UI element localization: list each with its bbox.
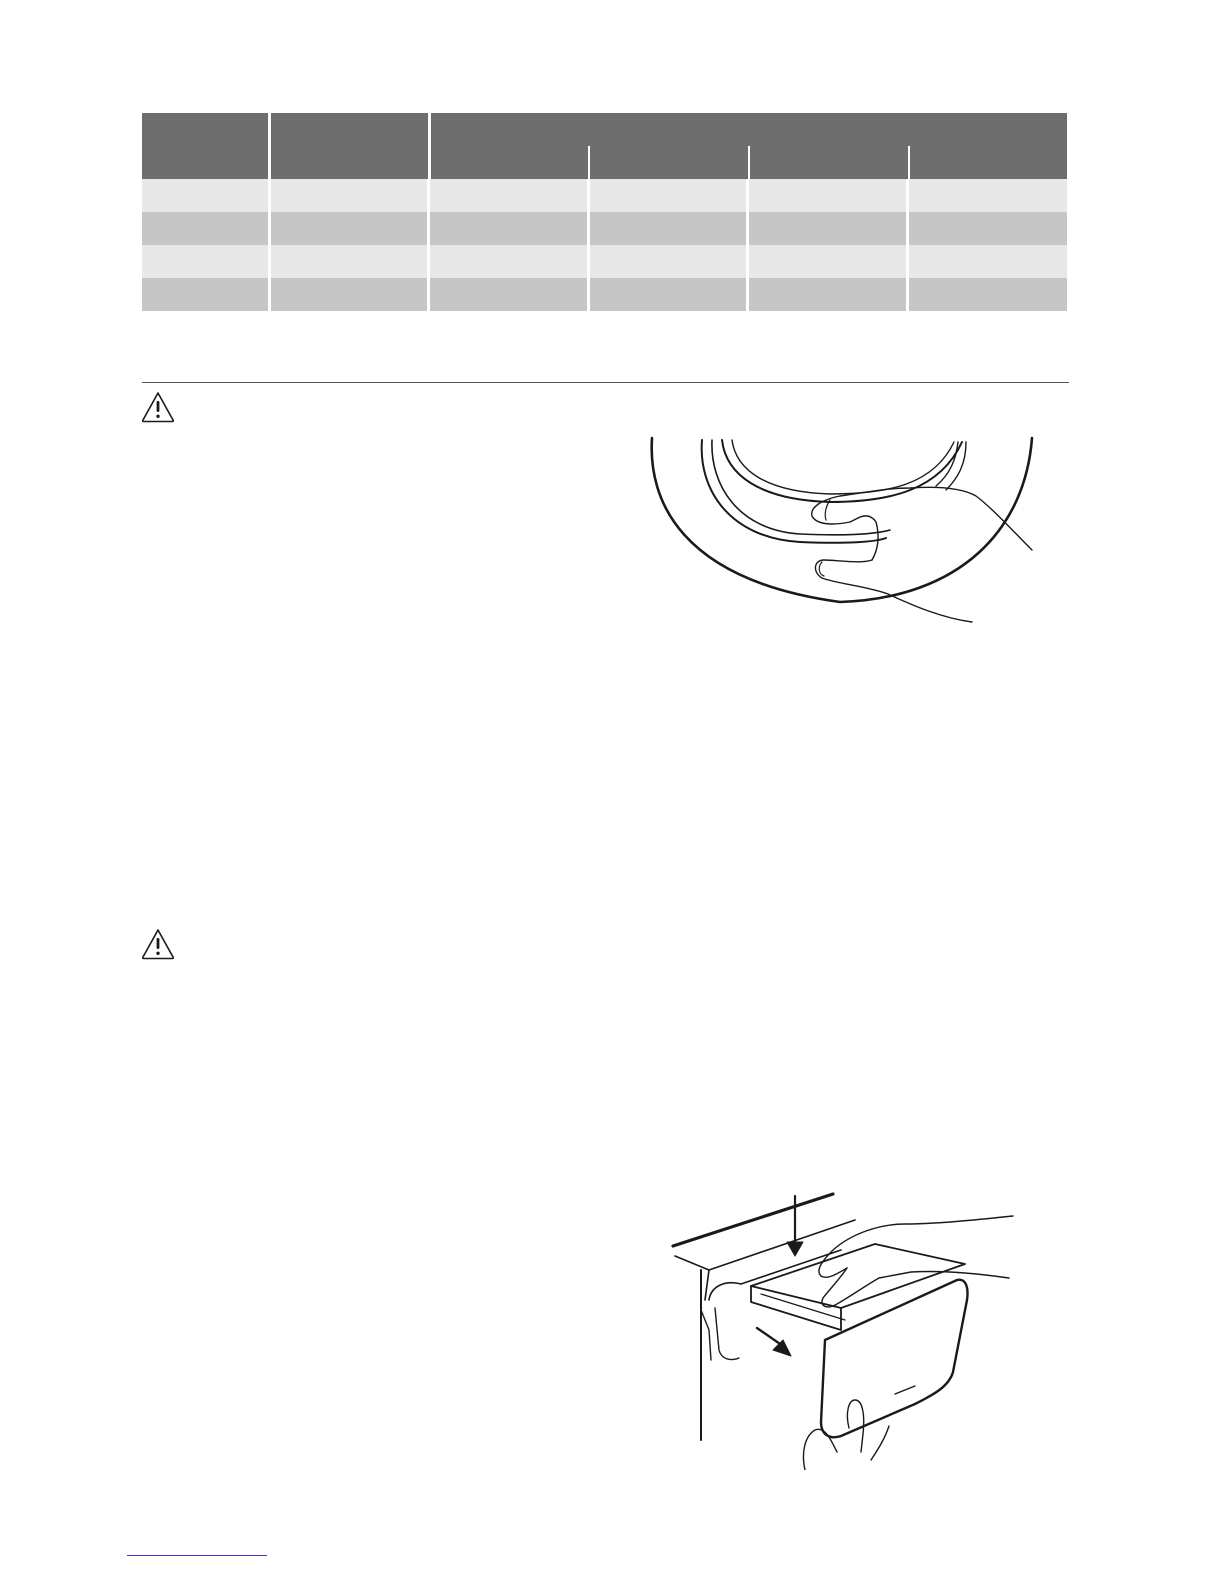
table-cell xyxy=(142,212,268,245)
table-cell xyxy=(142,245,268,278)
data-table xyxy=(142,113,1067,311)
table-cell xyxy=(271,179,427,212)
header-divider xyxy=(268,113,271,179)
table-cell xyxy=(909,245,1067,278)
header-subdivider xyxy=(908,146,910,179)
table-row xyxy=(142,179,1067,212)
table-cell xyxy=(142,278,268,311)
table-cell xyxy=(142,179,268,212)
table-cell xyxy=(271,245,427,278)
table-cell xyxy=(909,179,1067,212)
section-divider xyxy=(142,382,1069,383)
table-cell xyxy=(590,212,746,245)
door-seal-illustration xyxy=(640,430,1040,630)
header-divider xyxy=(428,113,431,179)
table-cell xyxy=(909,278,1067,311)
table-cell xyxy=(271,278,427,311)
table-cell xyxy=(749,278,905,311)
detergent-drawer-illustration xyxy=(665,1190,1025,1470)
table-cell xyxy=(430,212,586,245)
table-cell xyxy=(430,245,586,278)
table-cell xyxy=(590,245,746,278)
table-cell xyxy=(749,179,905,212)
warning-triangle-icon xyxy=(141,928,175,960)
table-cell xyxy=(749,212,905,245)
table-row xyxy=(142,212,1067,245)
table-row xyxy=(142,278,1067,311)
table-cell xyxy=(590,179,746,212)
footer-link-underline[interactable] xyxy=(127,1555,267,1556)
table-row xyxy=(142,245,1067,278)
table-cell xyxy=(909,212,1067,245)
header-subdivider xyxy=(748,146,750,179)
header-subdivider xyxy=(588,146,590,179)
warning-triangle-icon xyxy=(141,391,175,423)
table-cell xyxy=(590,278,746,311)
table-cell xyxy=(430,179,586,212)
table-cell xyxy=(430,278,586,311)
table-header xyxy=(142,113,1067,179)
table-cell xyxy=(271,212,427,245)
table-cell xyxy=(749,245,905,278)
